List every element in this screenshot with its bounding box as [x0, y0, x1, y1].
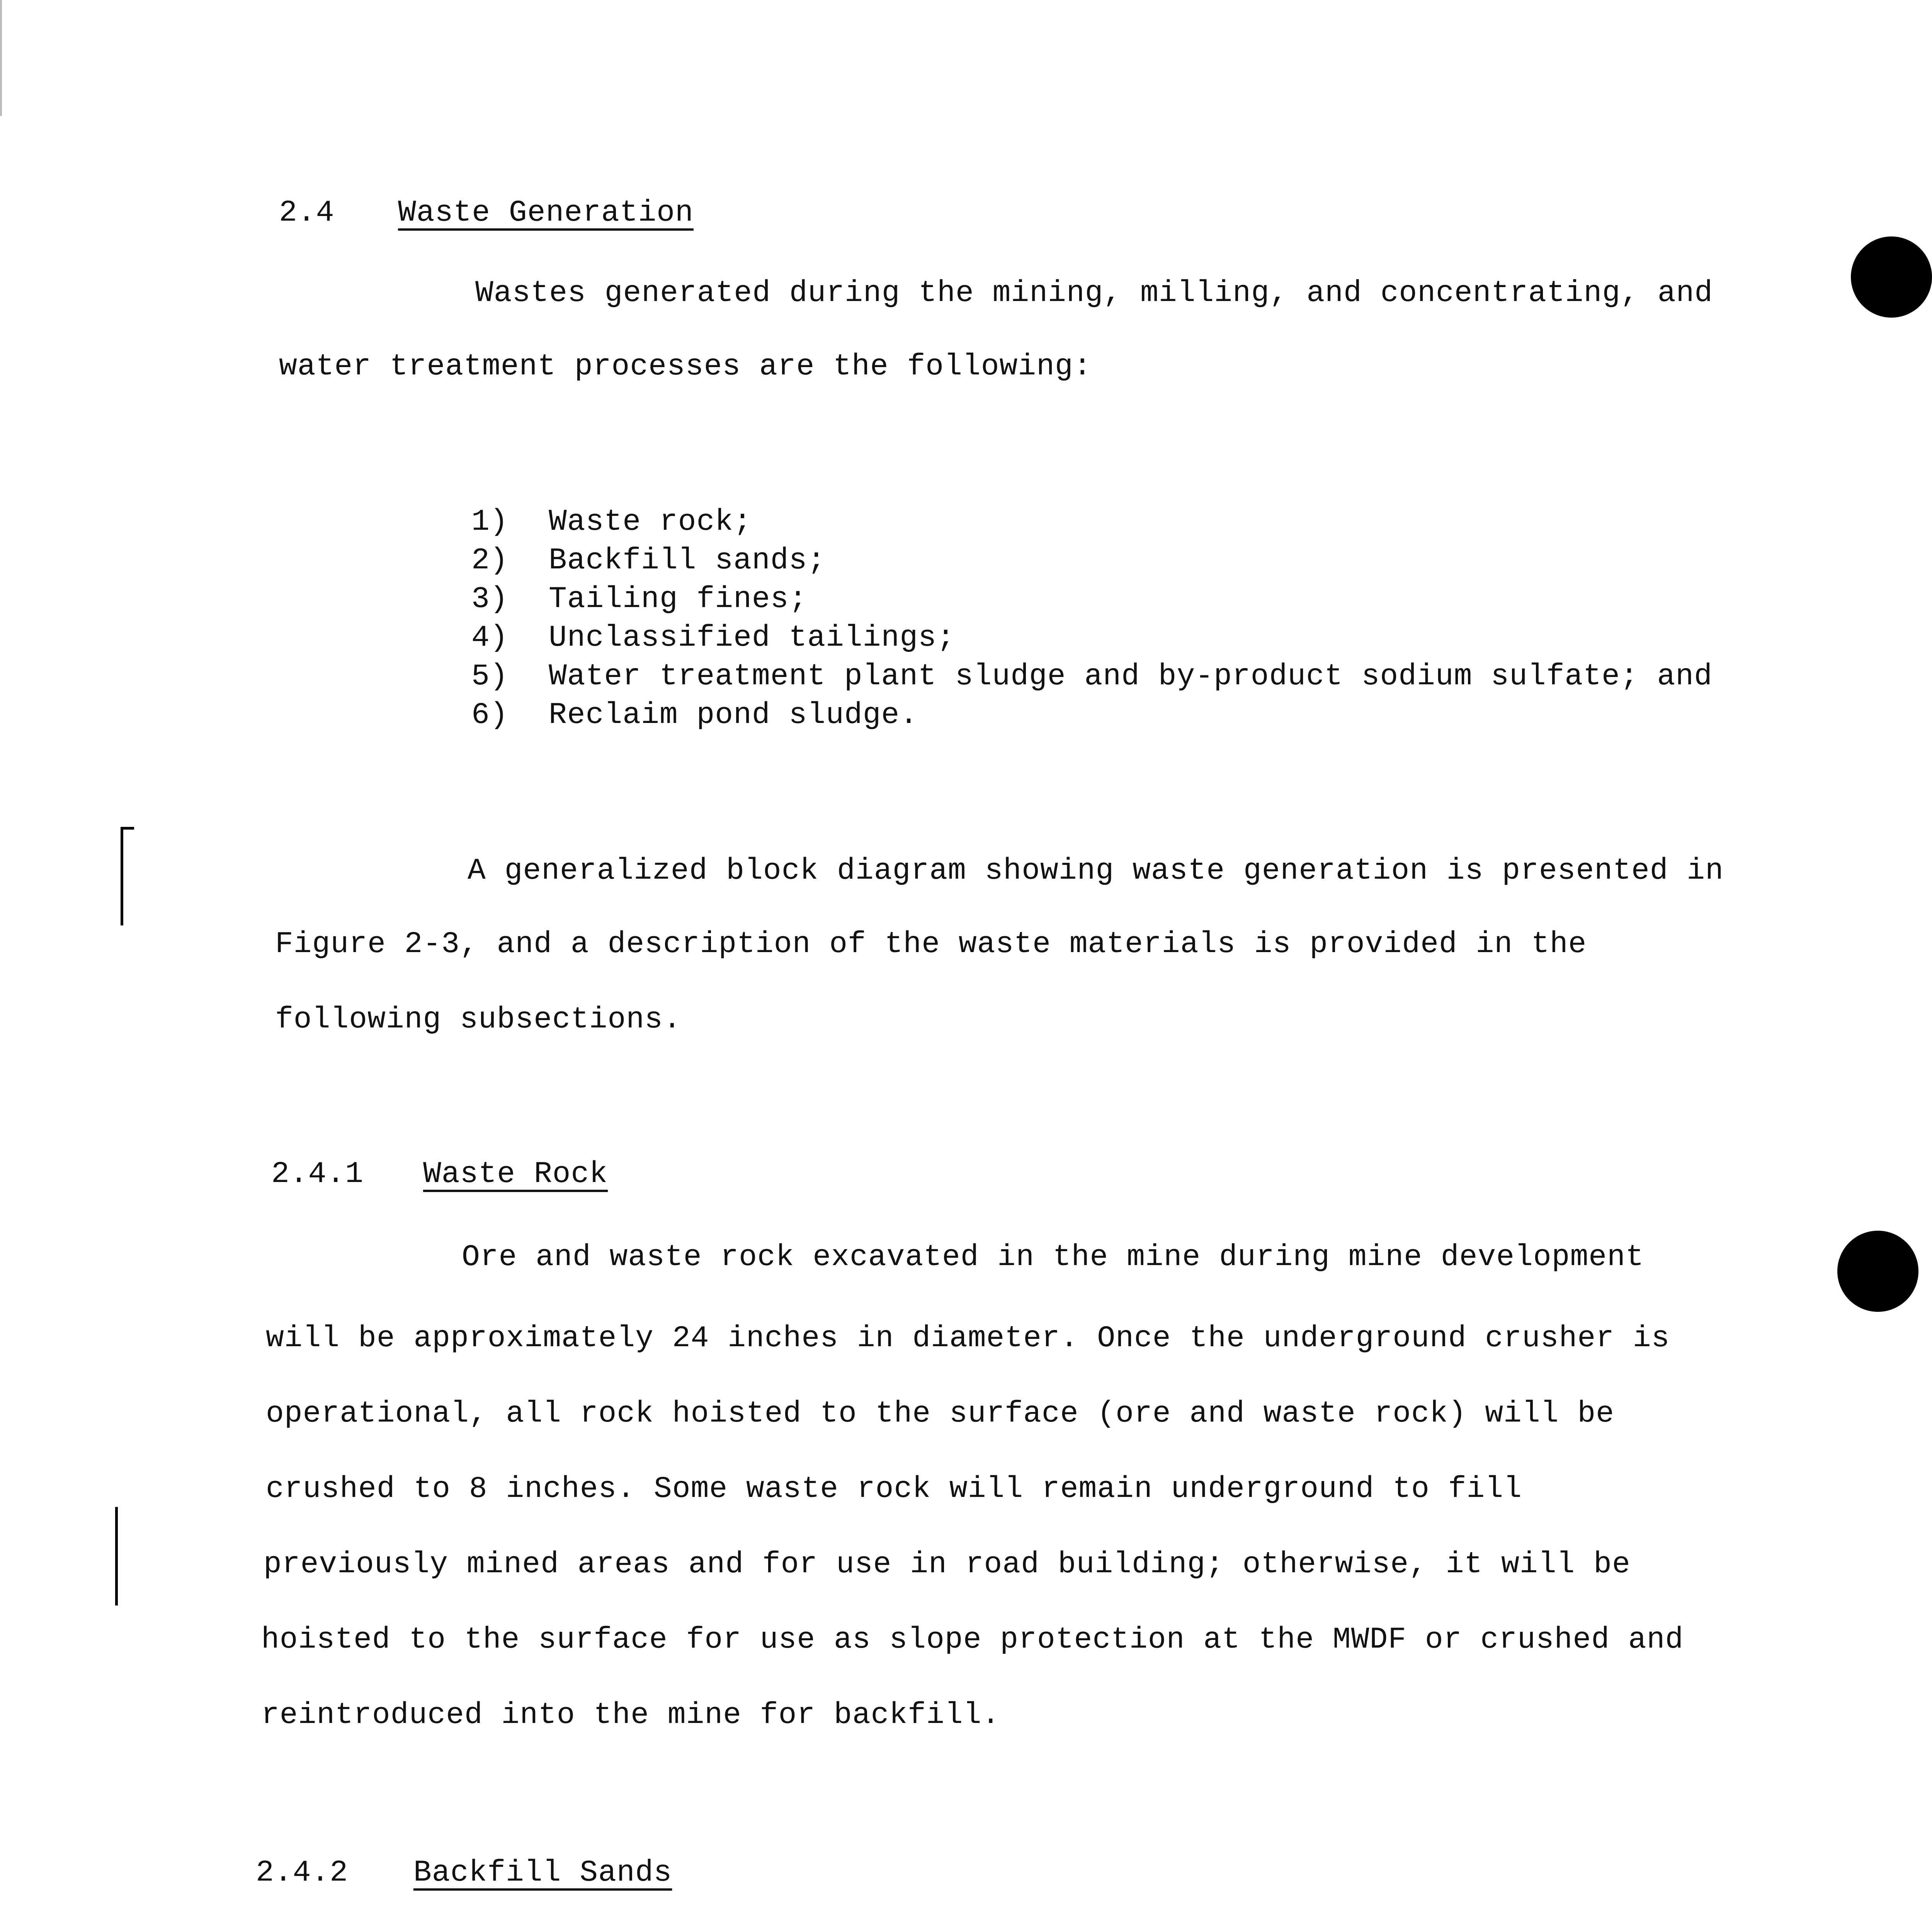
paragraph-line: Figure 2-3, and a description of the waste materials is provided in the: [275, 927, 1587, 961]
list-item: Tailing fines;: [549, 582, 808, 616]
subsection-title: Backfill Sands: [413, 1856, 672, 1890]
subsection-title: Waste Rock: [423, 1157, 608, 1191]
paragraph-line: crushed to 8 inches. Some waste rock will remain underground to fill: [266, 1472, 1522, 1506]
revision-bar-tick: [121, 827, 134, 830]
punch-hole: [1837, 1231, 1918, 1312]
revision-bar: [115, 1507, 118, 1605]
list-number: 1): [471, 505, 509, 539]
paragraph-line: reintroduced into the mine for backfill.: [261, 1698, 1000, 1732]
paragraph-line: hoisted to the surface for use as slope protection at the MWDF or crushed and: [261, 1623, 1684, 1657]
list-item: Unclassified tailings;: [549, 621, 955, 655]
paragraph-line: Ore and waste rock excavated in the mine during mine development: [462, 1240, 1644, 1274]
paragraph-line: following subsections.: [275, 1003, 682, 1037]
list-number: 4): [471, 621, 509, 655]
punch-hole: [1851, 236, 1932, 318]
list-number: 6): [471, 698, 509, 732]
list-item: Water treatment plant sludge and by-product sodium sulfate; and: [549, 660, 1713, 694]
revision-bar: [121, 827, 123, 925]
subsection-number: 2.4.2: [256, 1856, 349, 1890]
list-item: Reclaim pond sludge.: [549, 698, 918, 732]
paragraph-line: previously mined areas and for use in road building; otherwise, it will be: [264, 1548, 1631, 1582]
section-number: 2.4: [279, 196, 335, 230]
intro-line-1: Wastes generated during the mining, milling, and concentrating, and: [475, 276, 1713, 310]
list-item: Waste rock;: [549, 505, 752, 539]
list-number: 3): [471, 582, 509, 616]
paragraph-line: will be approximately 24 inches in diameter. Once the underground crusher is: [266, 1321, 1670, 1355]
scan-edge-shadow: [0, 0, 2, 116]
subsection-number: 2.4.1: [271, 1157, 364, 1191]
section-title: Waste Generation: [398, 196, 694, 230]
intro-line-2: water treatment processes are the following:: [279, 350, 1092, 384]
paragraph-line: A generalized block diagram showing waste generation is presented in: [468, 854, 1724, 888]
paragraph-line: operational, all rock hoisted to the surface (ore and waste rock) will be: [266, 1397, 1614, 1431]
list-number: 2): [471, 544, 509, 578]
list-item: Backfill sands;: [549, 544, 826, 578]
list-number: 5): [471, 660, 509, 694]
